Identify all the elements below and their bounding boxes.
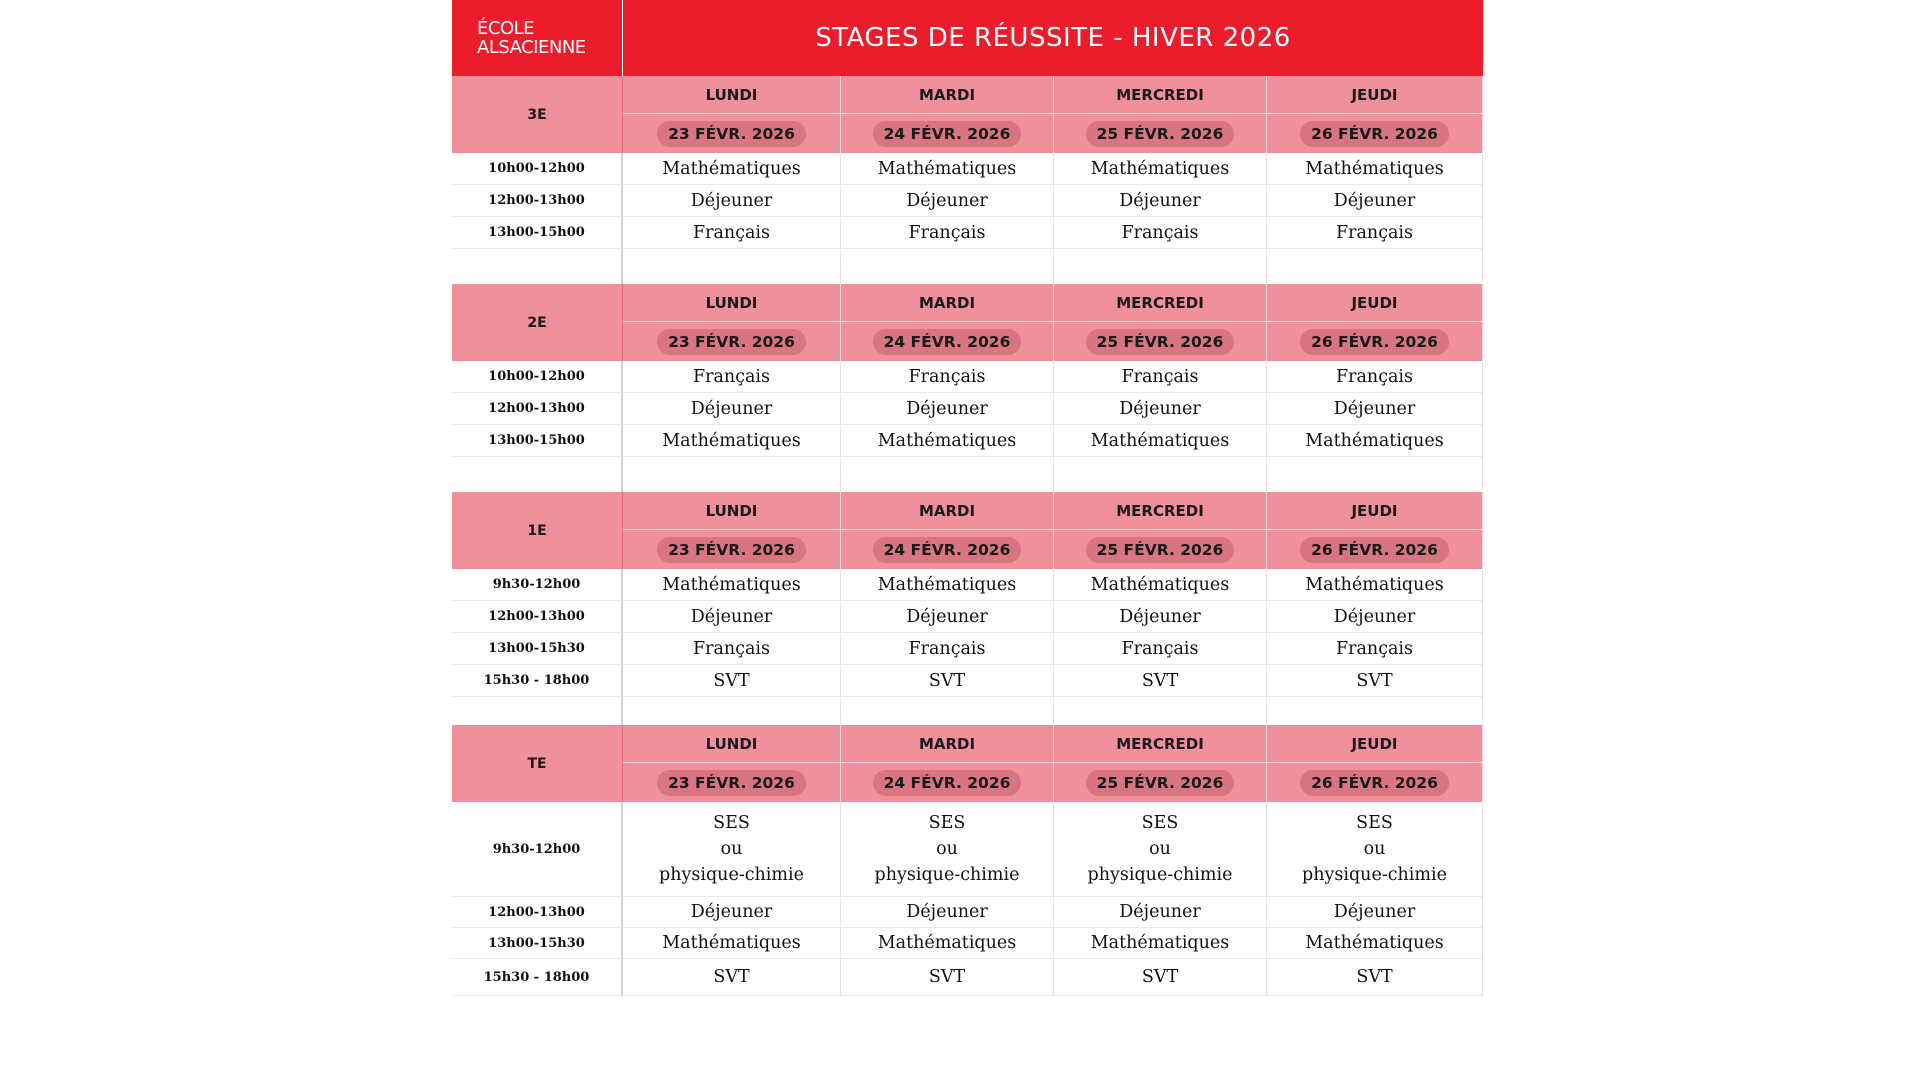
course-cell: Déjeuner [1267, 185, 1483, 217]
day-header: MARDI [841, 284, 1054, 322]
date-pill: 23 FÉVR. 2026 [657, 121, 806, 147]
course-line: physique-chimie [1302, 865, 1447, 885]
course-cell: Déjeuner [1054, 185, 1267, 217]
course-line: SES [1356, 813, 1393, 833]
course-cell: Déjeuner [1054, 601, 1267, 633]
time-slot: 10h00-12h00 [452, 361, 623, 393]
time-slot: 13h00-15h30 [452, 633, 623, 665]
course-cell [841, 802, 1054, 897]
day-header: MERCREDI [1054, 725, 1267, 763]
course-cell: Français [1054, 633, 1267, 665]
date-header [1054, 114, 1267, 153]
course-line: ou [1363, 839, 1386, 859]
time-slot: 13h00-15h00 [452, 217, 623, 249]
date-pill: 24 FÉVR. 2026 [873, 329, 1022, 355]
course-cell: SVT [841, 959, 1054, 996]
time-slot: 13h00-15h00 [452, 425, 623, 457]
course-cell: Français [1054, 361, 1267, 393]
school-logo [452, 0, 623, 76]
course-cell: Déjeuner [1267, 393, 1483, 425]
day-header: MERCREDI [1054, 492, 1267, 530]
course-cell: Mathématiques [841, 569, 1054, 601]
course-cell: Mathématiques [841, 153, 1054, 185]
date-pill: 26 FÉVR. 2026 [1300, 537, 1449, 563]
course-line: ou [936, 839, 958, 859]
course-cell: Déjeuner [841, 185, 1054, 217]
day-header: JEUDI [1267, 492, 1483, 530]
day-header: MARDI [841, 492, 1054, 530]
time-slot: 9h30-12h00 [452, 802, 623, 897]
time-slot: 12h00-13h00 [452, 185, 623, 217]
course-cell: Déjeuner [1054, 393, 1267, 425]
date-pill: 25 FÉVR. 2026 [1086, 770, 1235, 796]
schedule-sheet [452, 0, 1483, 996]
block-gap [452, 249, 623, 284]
date-header [1267, 530, 1483, 569]
course-cell [1267, 802, 1483, 897]
date-header [623, 530, 841, 569]
time-slot: 12h00-13h00 [452, 897, 623, 928]
course-cell [1054, 802, 1267, 897]
date-header [841, 114, 1054, 153]
block-gap [841, 457, 1054, 492]
course-cell: Mathématiques [1054, 928, 1267, 959]
date-pill: 23 FÉVR. 2026 [657, 329, 806, 355]
date-pill: 24 FÉVR. 2026 [873, 121, 1022, 147]
course-cell: Français [1267, 633, 1483, 665]
course-line: physique-chimie [1087, 865, 1233, 885]
course-cell: Mathématiques [623, 425, 841, 457]
course-cell: SVT [623, 959, 841, 996]
date-header [1054, 322, 1267, 361]
course-line: physique-chimie [874, 865, 1020, 885]
course-cell: Déjeuner [623, 393, 841, 425]
block-gap [841, 697, 1054, 725]
date-pill: 23 FÉVR. 2026 [657, 770, 806, 796]
course-cell: Déjeuner [1267, 601, 1483, 633]
time-slot: 10h00-12h00 [452, 153, 623, 185]
block-gap [1054, 697, 1267, 725]
course-cell [623, 802, 841, 897]
course-cell: Français [623, 361, 841, 393]
level-block [452, 725, 1483, 996]
block-gap [1054, 457, 1267, 492]
course-cell: Français [1054, 217, 1267, 249]
level-block [452, 284, 1483, 492]
day-header: JEUDI [1267, 284, 1483, 322]
day-header: JEUDI [1267, 725, 1483, 763]
level-label: 3E [452, 76, 623, 153]
time-slot: 12h00-13h00 [452, 393, 623, 425]
course-line: SES [1141, 813, 1179, 833]
date-header [1054, 763, 1267, 802]
day-header: LUNDI [623, 725, 841, 763]
block-gap [452, 697, 623, 725]
level-label: 1E [452, 492, 623, 569]
level-label: 2E [452, 284, 623, 361]
level-label: TE [452, 725, 623, 802]
course-cell: Mathématiques [1267, 928, 1483, 959]
date-pill: 24 FÉVR. 2026 [873, 537, 1022, 563]
date-pill: 25 FÉVR. 2026 [1086, 537, 1235, 563]
day-header: LUNDI [623, 76, 841, 114]
course-cell: Mathématiques [1054, 569, 1267, 601]
course-line: SES [928, 813, 966, 833]
date-header [623, 763, 841, 802]
course-cell: Mathématiques [841, 425, 1054, 457]
course-cell: Français [841, 633, 1054, 665]
block-gap [452, 457, 623, 492]
day-header: MARDI [841, 725, 1054, 763]
course-cell: Français [1267, 361, 1483, 393]
date-pill: 23 FÉVR. 2026 [657, 537, 806, 563]
time-slot: 9h30-12h00 [452, 569, 623, 601]
date-header [841, 763, 1054, 802]
course-cell: SVT [841, 665, 1054, 697]
course-cell: Déjeuner [1054, 897, 1267, 928]
course-cell: Français [1267, 217, 1483, 249]
course-cell: Français [841, 361, 1054, 393]
date-header [841, 322, 1054, 361]
course-cell: Mathématiques [1267, 153, 1483, 185]
course-cell: Mathématiques [623, 153, 841, 185]
course-cell: Déjeuner [1267, 897, 1483, 928]
date-pill: 25 FÉVR. 2026 [1086, 121, 1235, 147]
schedule-blocks [452, 76, 1483, 996]
level-block [452, 76, 1483, 284]
course-cell: Mathématiques [1267, 425, 1483, 457]
course-cell: Français [623, 633, 841, 665]
date-header [1054, 530, 1267, 569]
time-slot: 13h00-15h30 [452, 928, 623, 959]
level-block [452, 492, 1483, 725]
page-title: STAGES DE RÉUSSITE - HIVER 2026 [815, 23, 1291, 53]
course-cell: Français [841, 217, 1054, 249]
day-header: MARDI [841, 76, 1054, 114]
course-cell: Mathématiques [623, 569, 841, 601]
day-header: MERCREDI [1054, 76, 1267, 114]
block-gap [623, 249, 841, 284]
course-line: physique-chimie [659, 865, 804, 885]
course-cell: Déjeuner [623, 601, 841, 633]
course-cell: Déjeuner [623, 897, 841, 928]
course-cell: Mathématiques [1267, 569, 1483, 601]
course-cell: SVT [1267, 959, 1483, 996]
course-cell: Déjeuner [841, 897, 1054, 928]
date-header [1267, 114, 1483, 153]
course-cell: SVT [1054, 665, 1267, 697]
block-gap [1054, 249, 1267, 284]
course-line: ou [1149, 839, 1171, 859]
course-line: ou [720, 839, 743, 859]
date-pill: 26 FÉVR. 2026 [1300, 121, 1449, 147]
date-pill: 24 FÉVR. 2026 [873, 770, 1022, 796]
time-slot: 12h00-13h00 [452, 601, 623, 633]
block-gap [841, 249, 1054, 284]
date-header [623, 114, 841, 153]
course-cell: Mathématiques [841, 928, 1054, 959]
time-slot: 15h30 - 18h00 [452, 959, 623, 996]
course-cell: SVT [1267, 665, 1483, 697]
course-cell: SVT [623, 665, 841, 697]
day-header: LUNDI [623, 492, 841, 530]
block-gap [623, 697, 841, 725]
course-cell: Mathématiques [1054, 425, 1267, 457]
day-header: JEUDI [1267, 76, 1483, 114]
block-gap [1267, 249, 1483, 284]
course-cell: Déjeuner [841, 601, 1054, 633]
course-line: SES [713, 813, 750, 833]
logo-line-2: ALSACIENNE [477, 37, 586, 58]
block-gap [1267, 457, 1483, 492]
date-header [1267, 322, 1483, 361]
course-cell: Mathématiques [1054, 153, 1267, 185]
block-gap [623, 457, 841, 492]
time-slot: 15h30 - 18h00 [452, 665, 623, 697]
course-cell: SVT [1054, 959, 1267, 996]
logo-line-1: ÉCOLE [477, 18, 535, 39]
title-banner [452, 0, 1483, 76]
date-header [1267, 763, 1483, 802]
block-gap [1267, 697, 1483, 725]
course-cell: Déjeuner [623, 185, 841, 217]
course-cell: Mathématiques [623, 928, 841, 959]
day-header: MERCREDI [1054, 284, 1267, 322]
date-pill: 25 FÉVR. 2026 [1086, 329, 1235, 355]
date-pill: 26 FÉVR. 2026 [1300, 329, 1449, 355]
day-header: LUNDI [623, 284, 841, 322]
date-pill: 26 FÉVR. 2026 [1300, 770, 1449, 796]
date-header [623, 322, 841, 361]
course-cell: Français [623, 217, 841, 249]
date-header [841, 530, 1054, 569]
course-cell: Déjeuner [841, 393, 1054, 425]
